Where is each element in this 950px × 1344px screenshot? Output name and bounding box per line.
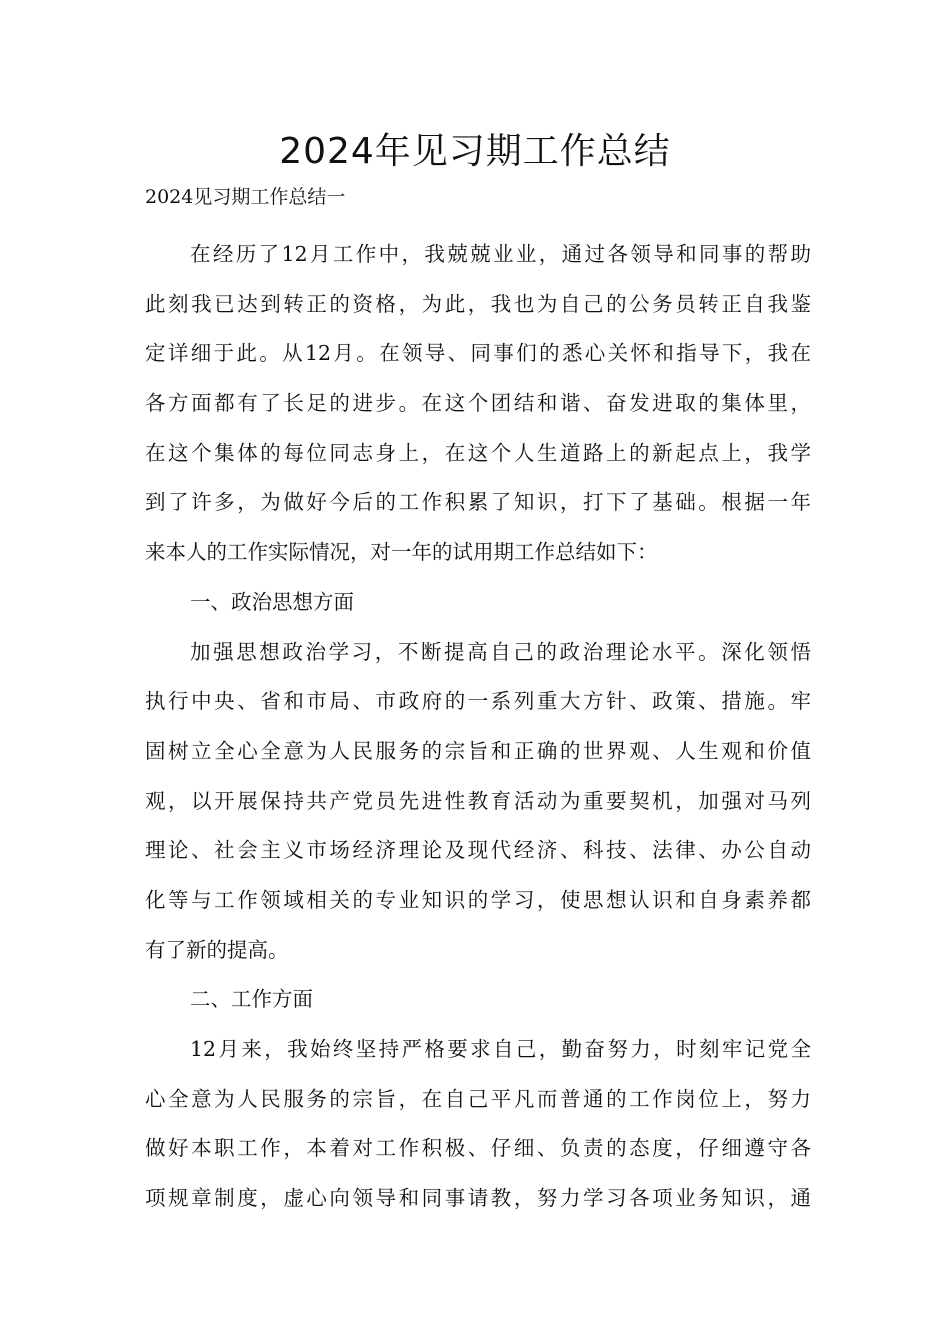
text-line: 理论、社会主义市场经济理论及现代经济、科技、法律、办公自动 (145, 838, 811, 863)
section-heading-political: 一、政治思想方面 (190, 589, 354, 614)
paragraph-work (145, 1025, 811, 1224)
text-line: 做好本职工作，本着对工作积极、仔细、负责的态度，仔细遵守各 (145, 1136, 811, 1161)
document-title: 2024年见习期工作总结 (279, 131, 671, 172)
paragraph-political (145, 628, 811, 976)
text-line: 各方面都有了长足的进步。在这个团结和谐、奋发进取的集体里， (145, 391, 811, 416)
text-line: 化等与工作领域相关的专业知识的学习，使思想认识和自身素养都 (145, 887, 811, 912)
text-line: 在经历了12月工作中，我兢兢业业，通过各领导和同事的帮助 (190, 242, 811, 266)
paragraph-intro (145, 230, 811, 578)
text-line: 心全意为人民服务的宗旨，在自己平凡而普通的工作岗位上，努力 (145, 1086, 811, 1111)
text-line: 在这个集体的每位同志身上，在这个人生道路上的新起点上，我学 (145, 440, 811, 465)
text-line: 有了新的提高。 (145, 937, 289, 962)
section-heading-work: 二、工作方面 (190, 987, 313, 1012)
text-line: 项规章制度，虚心向领导和同事请教，努力学习各项业务知识，通 (145, 1186, 811, 1211)
document-body (145, 230, 811, 1224)
document-subtitle: 2024见习期工作总结一 (145, 186, 346, 208)
text-line: 来本人的工作实际情况，对一年的试用期工作总结如下： (145, 540, 658, 565)
text-line: 固树立全心全意为人民服务的宗旨和正确的世界观、人生观和价值 (145, 738, 811, 763)
text-line: 定详细于此。从12月。在领导、同事们的悉心关怀和指导下，我在 (145, 341, 811, 366)
text-line: 执行中央、省和市局、市政府的一系列重大方针、政策、措施。牢 (145, 689, 811, 714)
text-line: 观，以开展保持共产党员先进性教育活动为重要契机，加强对马列 (145, 788, 811, 813)
text-line: 到了许多，为做好今后的工作积累了知识，打下了基础。根据一年 (145, 490, 811, 515)
text-line: 此刻我已达到转正的资格，为此，我也为自己的公务员转正自我鉴 (145, 291, 811, 316)
text-line: 12月来，我始终坚持严格要求自己，勤奋努力，时刻牢记党全 (190, 1037, 811, 1061)
text-line: 加强思想政治学习，不断提高自己的政治理论水平。深化领悟 (190, 639, 811, 664)
